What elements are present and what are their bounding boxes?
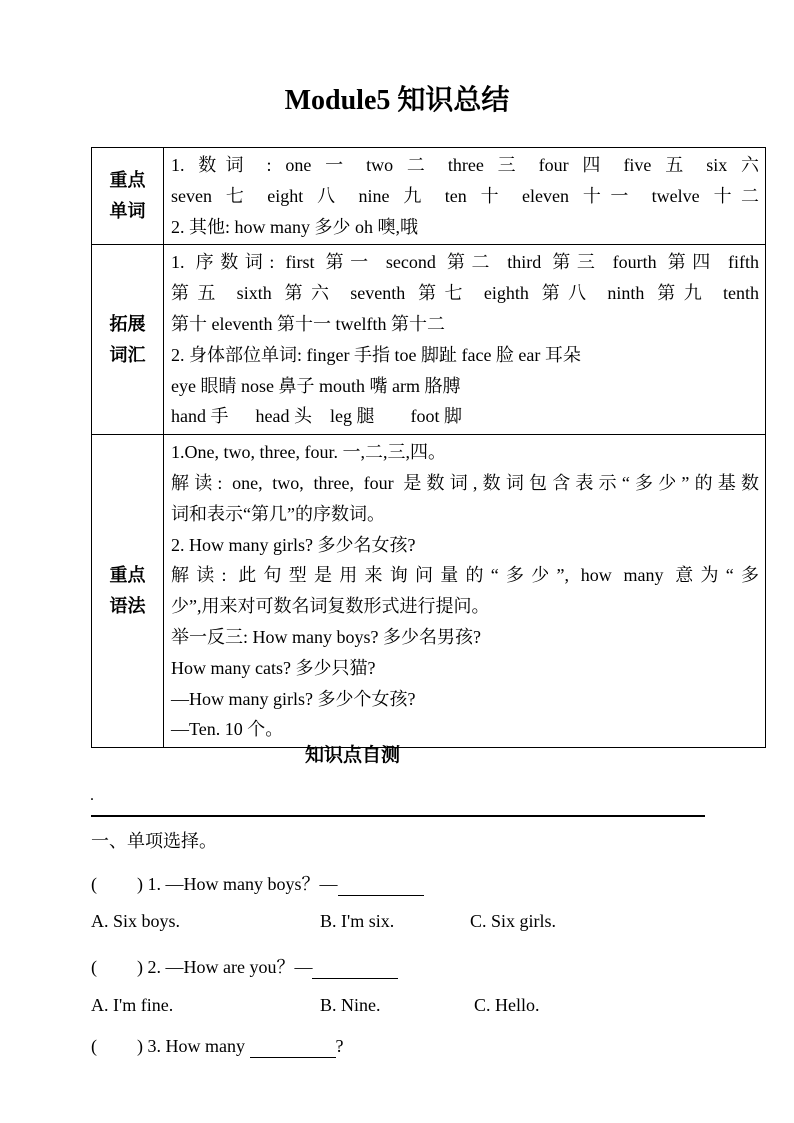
row-label (92, 435, 164, 748)
content-line: 少”,用来对可数名词复数形式进行提问。 (171, 596, 490, 617)
question-text: 2. —How are you？— (147, 957, 313, 977)
paren-close: ) (137, 957, 143, 977)
content-line: 2. 身体部位单词: finger 手指 toe 脚趾 face 脸 ear 耳朵 (171, 344, 581, 365)
page-title: Module5 知识总结 (284, 85, 510, 116)
content-line: 解读: one, two, three, four 是数词,数词包含表示“多少”的基数 (171, 472, 759, 493)
paren-close: ) (137, 1036, 143, 1056)
option-b: B. I'm six. (320, 911, 395, 931)
divider-line (91, 815, 705, 817)
stray-dot: . (90, 787, 94, 804)
content-line: eye 眼睛 nose 鼻子 mouth 嘴 arm 胳膊 (171, 375, 461, 396)
question-1 (91, 870, 424, 896)
content-line: 1. 数词 : one 一 two 二 three 三 four 四 five 五 six 六 (171, 155, 759, 175)
test-heading: 知识点自测 (305, 745, 401, 766)
content-line: 2. 其他: how many 多少 oh 噢,哦 (171, 216, 418, 237)
paren-open: ( (91, 1036, 97, 1056)
content-line: —How many girls? 多少个女孩? (171, 688, 416, 709)
row-label-line: 重点 (109, 170, 146, 191)
question-suffix: ? (335, 1036, 344, 1056)
row-content (164, 435, 766, 748)
question-text: 1. —How many boys？— (147, 874, 338, 894)
question-text: 3. How many (147, 1036, 245, 1056)
content-line: 1.One, two, three, four. 一,二,三,四。 (171, 442, 446, 463)
option-a: A. Six boys. (91, 911, 181, 931)
content-line: 第十 eleventh 第十一 twelfth 第十二 (171, 313, 445, 334)
row-label-line: 单词 (109, 201, 146, 222)
row-label-line: 语法 (109, 596, 146, 617)
answer-blank[interactable] (250, 1036, 336, 1058)
option-a: A. I'm fine. (91, 995, 174, 1015)
summary-table (91, 147, 766, 748)
answer-blank[interactable] (338, 874, 424, 896)
row-label (92, 148, 164, 245)
table-row (92, 148, 766, 245)
section-heading: 一、单项选择。 (91, 831, 217, 851)
table-row (92, 245, 766, 435)
table-row (92, 435, 766, 748)
answer-blank[interactable] (312, 957, 398, 979)
question-3 (91, 1036, 344, 1058)
row-content (164, 148, 766, 245)
content-line: 2. How many girls? 多少名女孩? (171, 534, 416, 555)
option-c: C. Hello. (474, 995, 540, 1015)
row-content (164, 245, 766, 435)
question-2 (91, 953, 398, 979)
row-label-line: 词汇 (109, 344, 146, 365)
content-line: 第五 sixth 第六 seventh 第七 eighth 第八 ninth 第九 tenth (171, 283, 759, 304)
content-line: 举一反三: How many boys? 多少名男孩? (171, 626, 481, 647)
row-label (92, 245, 164, 435)
row-label-line: 重点 (109, 565, 146, 586)
content-line: seven 七 eight 八 nine 九 ten 十 eleven 十一 twelve 十二 (171, 185, 759, 206)
paren-open: ( (91, 957, 97, 977)
content-line: —Ten. 10 个。 (171, 719, 284, 740)
content-line: 词和表示“第几”的序数词。 (171, 503, 385, 524)
content-line: 1. 序数词: first 第一 second 第二 third 第三 fourth 第四 fifth (171, 252, 759, 273)
row-label-line: 拓展 (109, 313, 146, 334)
content-line: 解读: 此句型是用来询问量的“多少”, how many 意为“多 (171, 565, 759, 586)
paren-open: ( (91, 874, 97, 894)
paren-close: ) (137, 874, 143, 894)
content-line: hand 手 head 头 leg 腿 foot 脚 (171, 406, 462, 427)
content-line: How many cats? 多少只猫? (171, 657, 376, 678)
option-b: B. Nine. (320, 995, 381, 1015)
option-c: C. Six girls. (470, 911, 557, 931)
